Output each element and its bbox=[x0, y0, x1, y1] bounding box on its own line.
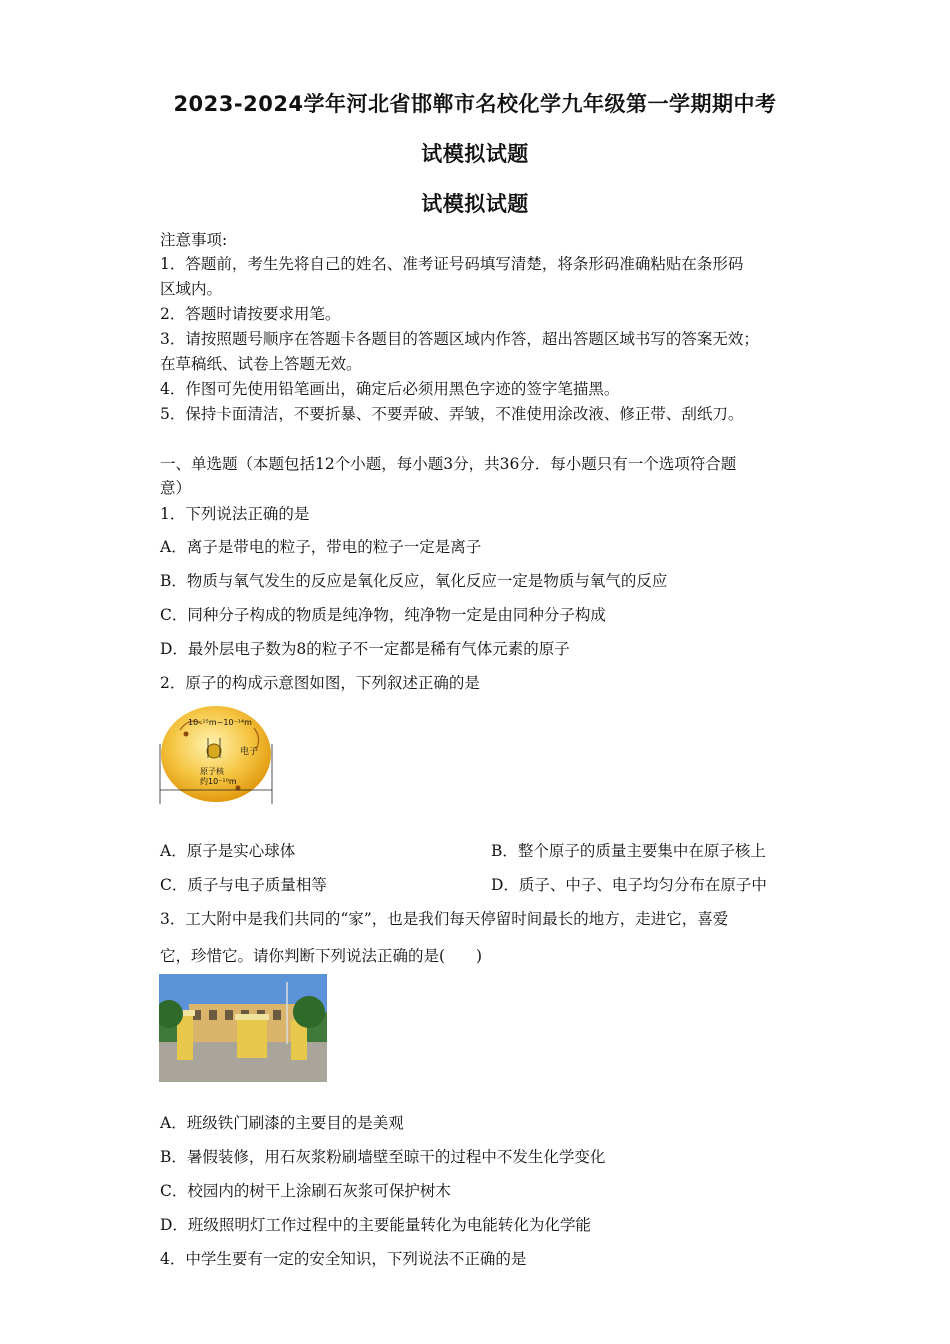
notice-item: 3．请按照题号顺序在答题卡各题目的答题区域内作答，超出答题区域书写的答案无效； bbox=[160, 330, 759, 348]
question-1-option-b: B．物质与氧气发生的反应是氧化反应，氧化反应一定是物质与氧气的反应 bbox=[160, 572, 668, 590]
question-1-option-a: A．离子是带电的粒子，带电的粒子一定是离子 bbox=[160, 538, 482, 556]
notice-item: 1．答题前，考生先将自己的姓名、准考证号码填写清楚，将条形码准确粘贴在条形码 bbox=[160, 255, 744, 273]
question-1-option-c: C．同种分子构成的物质是纯净物，纯净物一定是由同种分子构成 bbox=[160, 606, 606, 624]
question-3-stem: 它，珍惜它。请你判断下列说法正确的是( ) bbox=[160, 947, 483, 965]
notice-item: 区域内。 bbox=[160, 280, 223, 298]
electron-dot bbox=[184, 732, 189, 737]
question-2-option-a: A．原子是实心球体 bbox=[160, 842, 296, 860]
atom-structure-figure bbox=[158, 704, 276, 808]
electron-label: 电子 bbox=[240, 747, 259, 757]
atom-size-label: 约10⁻¹⁰m bbox=[200, 777, 237, 786]
notice-item: 2．答题时请按要求用笔。 bbox=[160, 305, 341, 323]
section-heading: 一、单选题（本题包括12个小题，每小题3分，共36分．每小题只有一个选项符合题 bbox=[160, 455, 737, 473]
question-3-option-b: B．暑假装修，用石灰浆粉刷墙壁至晾干的过程中不发生化学变化 bbox=[160, 1148, 606, 1166]
question-3-stem: 3．工大附中是我们共同的“家”，也是我们每天停留时间最长的地方，走进它，喜爱 bbox=[160, 910, 729, 928]
nucleus-size-label: 10⁻¹⁵m~10⁻¹⁴m bbox=[188, 718, 252, 727]
question-2-option-b: B．整个原子的质量主要集中在原子核上 bbox=[491, 842, 766, 860]
exam-title-line1: 2023-2024学年河北省邯郸市名校化学九年级第一学期期中考 bbox=[173, 92, 777, 116]
exam-title-line3: 试模拟试题 bbox=[421, 192, 529, 216]
question-2-option-d: D．质子、中子、电子均匀分布在原子中 bbox=[491, 876, 767, 894]
nucleus-icon bbox=[207, 744, 221, 758]
notice-heading: 注意事项: bbox=[160, 231, 228, 249]
exam-title-line2: 试模拟试题 bbox=[421, 142, 529, 166]
question-3-option-c: C．校园内的树干上涂刷石灰浆可保护树木 bbox=[160, 1182, 451, 1200]
notice-item: 在草稿纸、试卷上答题无效。 bbox=[160, 355, 362, 373]
question-2-option-c: C．质子与电子质量相等 bbox=[160, 876, 327, 894]
notice-item: 5．保持卡面清洁，不要折暴、不要弄破、弄皱，不准使用涂改液、修正带、刮纸刀。 bbox=[160, 405, 744, 423]
question-3-option-d: D．班级照明灯工作过程中的主要能量转化为电能转化为化学能 bbox=[160, 1216, 591, 1234]
question-4-stem: 4．中学生要有一定的安全知识，下列说法不正确的是 bbox=[160, 1250, 527, 1268]
question-1-stem: 1．下列说法正确的是 bbox=[160, 505, 310, 523]
question-3-option-a: A．班级铁门刷漆的主要目的是美观 bbox=[160, 1114, 404, 1132]
nucleus-label: 原子核 bbox=[200, 767, 224, 776]
school-gate-photo bbox=[159, 974, 327, 1082]
question-2-stem: 2．原子的构成示意图如图，下列叙述正确的是 bbox=[160, 674, 480, 692]
section-heading: 意） bbox=[160, 479, 192, 497]
notice-item: 4．作图可先使用铅笔画出，确定后必须用黑色字迹的签字笔描黑。 bbox=[160, 380, 620, 398]
question-1-option-d: D．最外层电子数为8的粒子不一定都是稀有气体元素的原子 bbox=[160, 640, 570, 658]
